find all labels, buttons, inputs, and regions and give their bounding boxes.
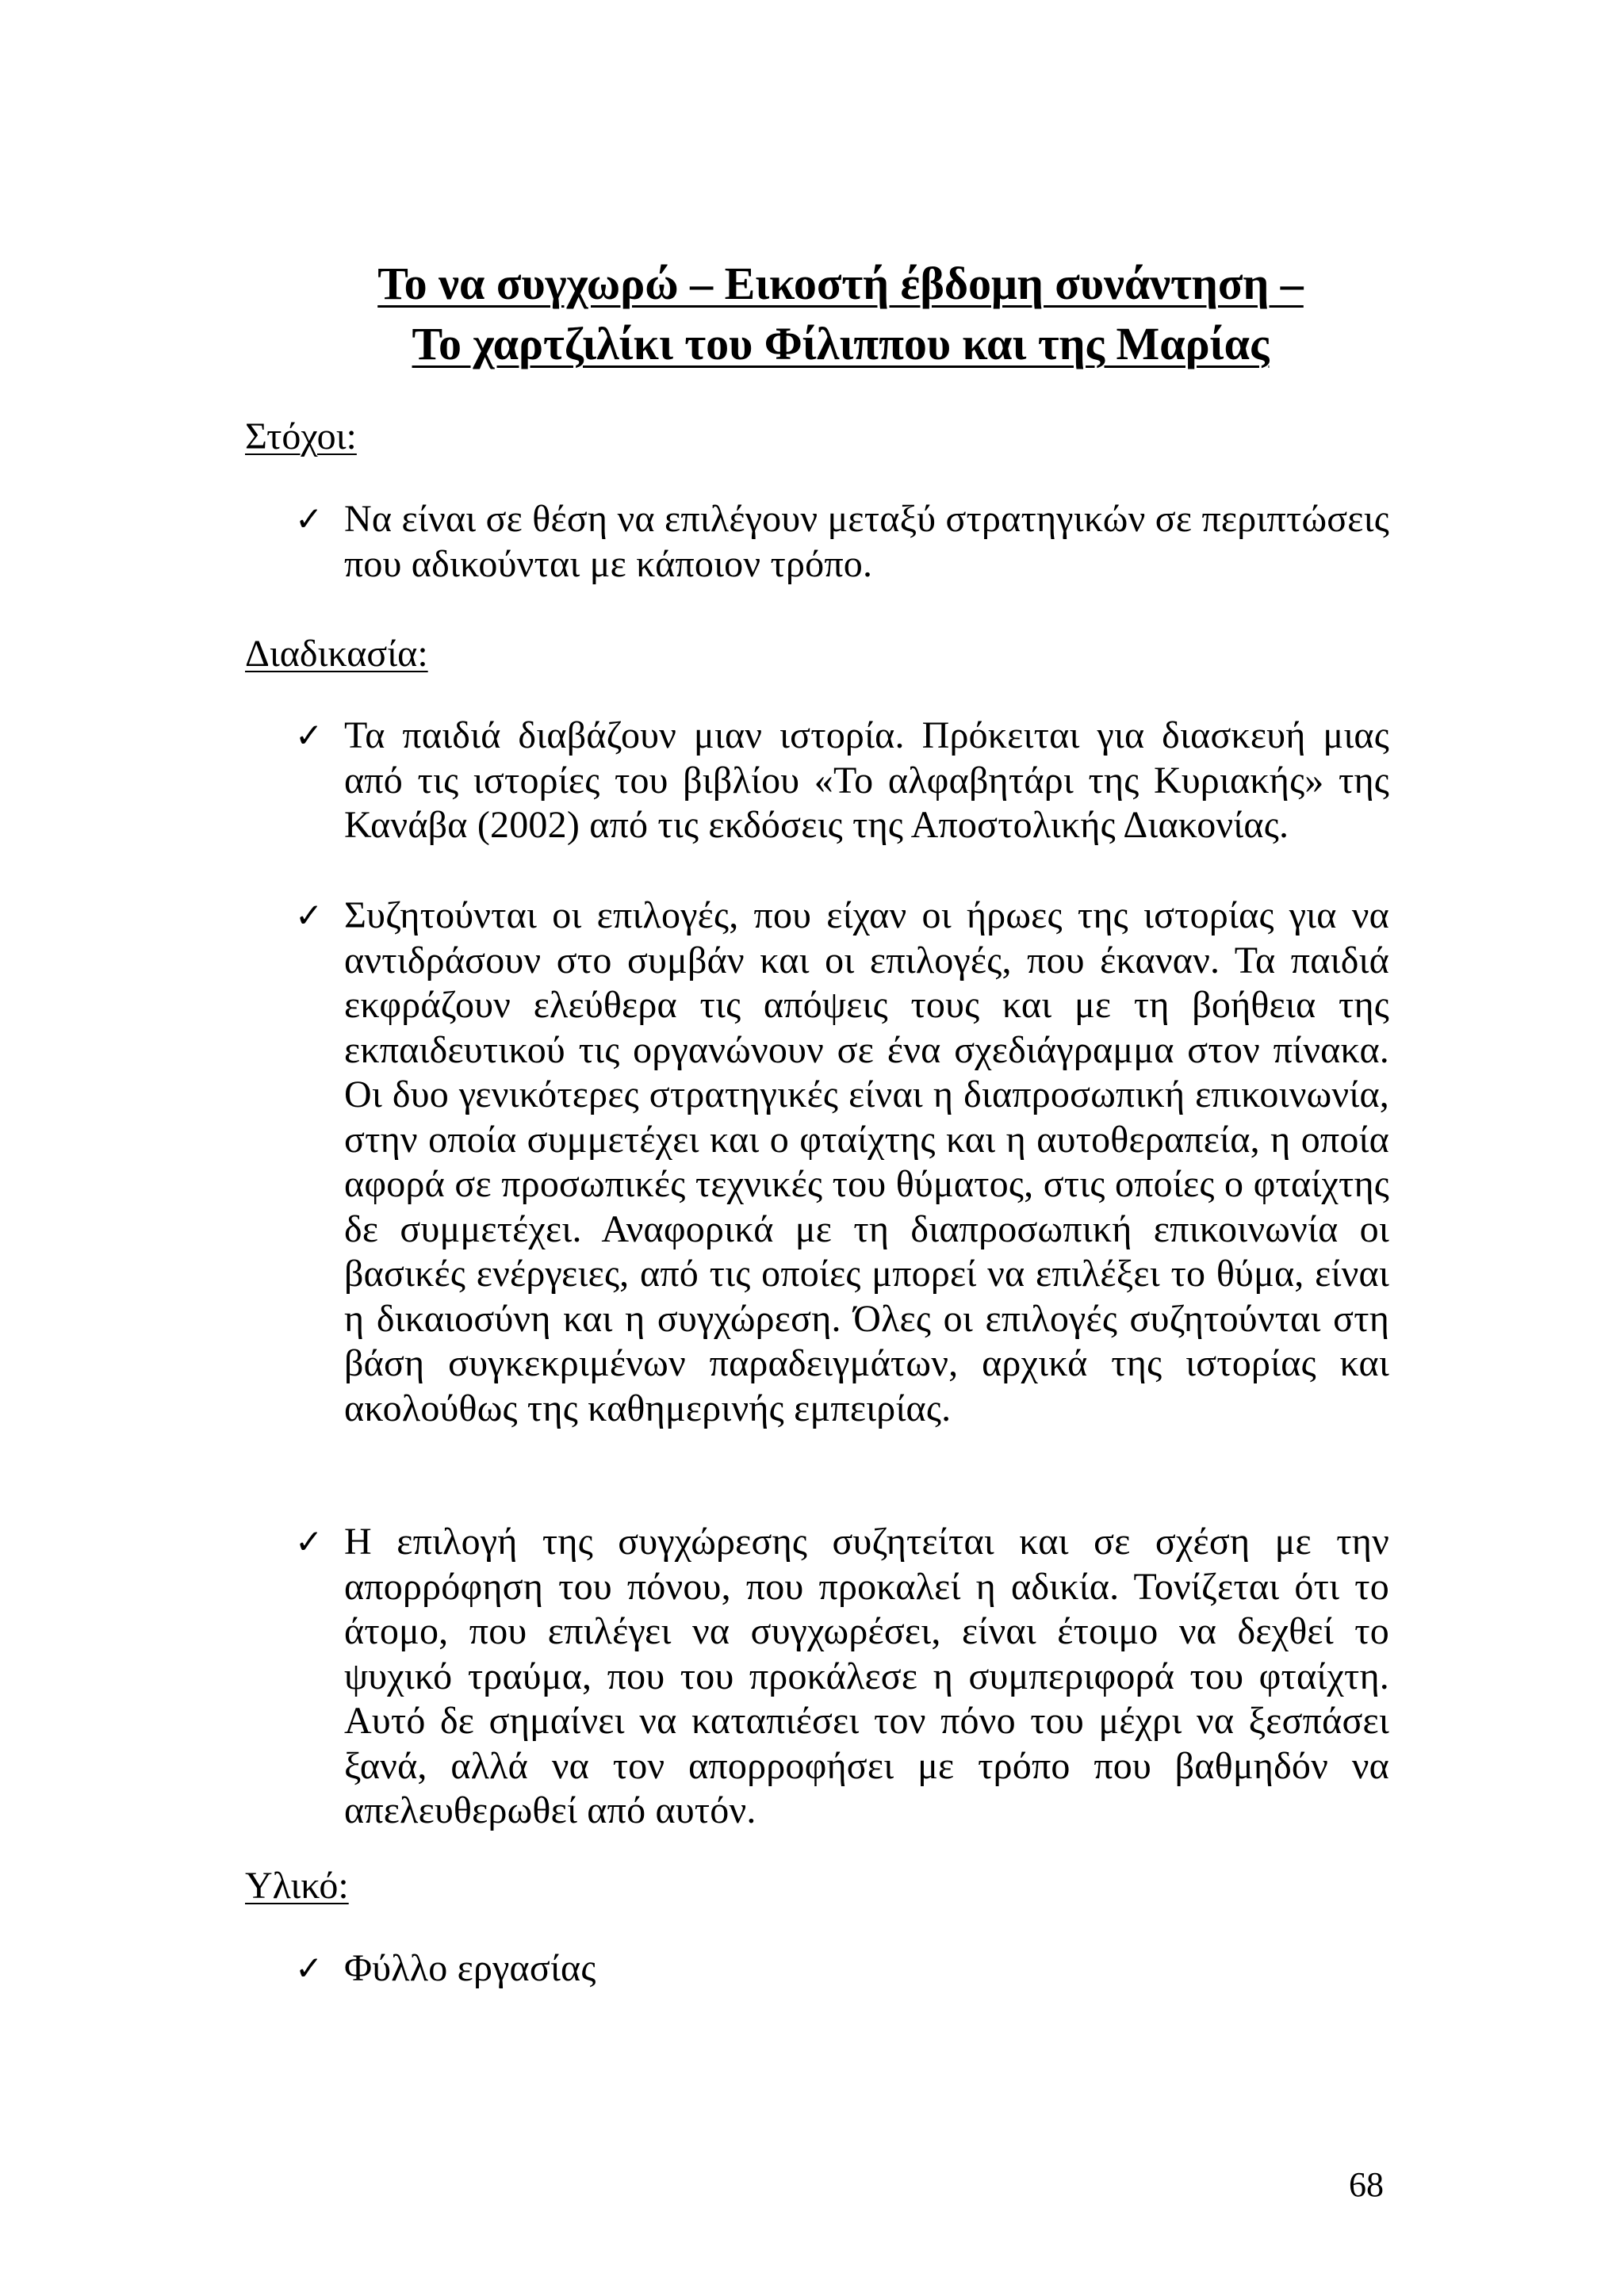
material-list-item bbox=[295, 1946, 1389, 1992]
procedure-heading: Διαδικασία: bbox=[245, 633, 428, 675]
page-number: 68 bbox=[1349, 2165, 1384, 2204]
checkmark-icon: ✓ bbox=[295, 1522, 324, 1561]
checkmark-icon: ✓ bbox=[295, 896, 324, 935]
page-title bbox=[238, 254, 1443, 374]
checkmark-icon: ✓ bbox=[295, 1949, 324, 1988]
material-item-text: Φύλλο εργασίας bbox=[344, 1947, 596, 1989]
procedure-list-item bbox=[295, 714, 1389, 848]
procedure-list-item bbox=[295, 1520, 1389, 1834]
goals-list-item bbox=[295, 497, 1389, 587]
goals-heading: Στόχοι: bbox=[245, 415, 357, 457]
title-line-2: Το χαρτζιλίκι του Φίλιππου και της Μαρίας bbox=[412, 318, 1270, 369]
checkmark-icon: ✓ bbox=[295, 499, 324, 538]
procedure-item-text: Η επιλογή της συγχώρεσης συζητείται και σε σχέση με την απορρόφηση του πόνου, που προκαλεί η αδικία. Τονίζεται ότι το άτομο, που επιλέγει να συγχωρέσει, είναι έτοιμο να δεχθεί το ψυχικό τραύμα, που του προκάλεσε η συμπεριφορά του φταίχτη. Αυτό δε σημαίνει να καταπιέσει τον πόνο του μέχρι να ξεσπάσει ξανά, αλλά να τον απορροφήσει με τρόπο που βαθμηδόν να απελευθερωθεί από αυτόν. bbox=[344, 1521, 1389, 1831]
title-line-1: Το να συγχωρώ – Εικοστή έβδομη συνάντηση – bbox=[377, 258, 1304, 309]
procedure-list-item bbox=[295, 894, 1389, 1431]
procedure-item-text: Τα παιδιά διαβάζουν μιαν ιστορία. Πρόκειται για διασκευή μιας από τις ιστορίες του βιβλίου «Το αλφαβητάρι της Κυριακής» της Κανάβα (2002) από τις εκδόσεις της Αποστολικής Διακονίας. bbox=[344, 714, 1389, 846]
checkmark-icon: ✓ bbox=[295, 716, 324, 755]
goals-item-text: Να είναι σε θέση να επιλέγουν μεταξύ στρατηγικών σε περιπτώσεις που αδικούνται με κάποιον τρόπο. bbox=[344, 498, 1389, 585]
material-heading: Υλικό: bbox=[245, 1865, 349, 1907]
procedure-item-text: Συζητούνται οι επιλογές, που είχαν οι ήρωες της ιστορίας για να αντιδράσουν στο συμβάν και οι επιλογές, που έκαναν. Τα παιδιά εκφράζουν ελεύθερα τις απόψεις τους και με τη βοήθεια της εκπαιδευτικού τις οργανώνουν σε ένα σχεδιάγραμμα στον πίνακα. Οι δυο γενικότερες στρατηγικές είναι η διαπροσωπική επικοινωνία, στην οποία συμμετέχει και ο φταίχτης και η αυτοθεραπεία, η οποία αφορά σε προσωπικές τεχνικές του θύματος, στις οποίες ο φταίχτης δε συμμετέχει. Αναφορικά με τη διαπροσωπική επικοινωνία οι βασικές ενέργειες, από τις οποίες μπορεί να επιλέξει το θύμα, είναι η δικαιοσύνη και η συγχώρεση. Όλες οι επιλογές συζητούνται στη βάση συγκεκριμένων παραδειγμάτων, αρχικά της ιστορίας και ακολούθως της καθημερινής εμπειρίας. bbox=[344, 894, 1389, 1429]
